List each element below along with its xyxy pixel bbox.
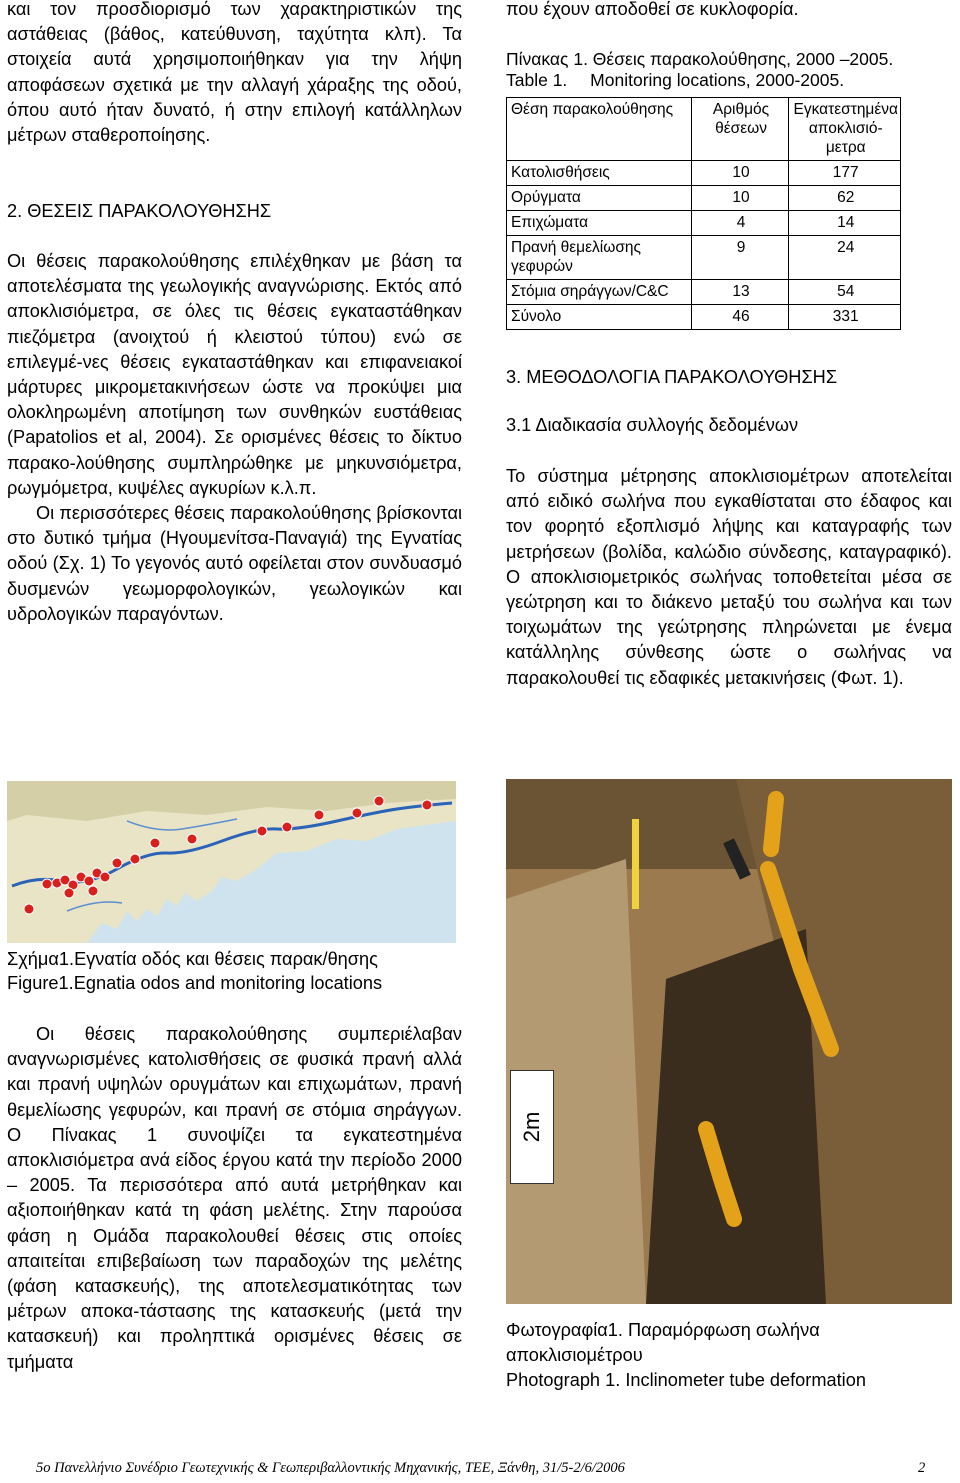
table-cell-count: 10	[691, 161, 789, 186]
table-header-installed: Εγκατεστημένα αποκλισιό-μετρα	[789, 98, 901, 161]
left-column	[7, 0, 462, 148]
section-2-paragraph-3: Οι θέσεις παρακολούθησης συμπεριέλαβαν αναγνωρισμένες κατολισθήσεις σε φυσικά πρανή αλλά και πρανή υψηλών ορυγμάτων και επιχωμάτων, πρανή θεμελίωσης γεφυρών, και πρανή σε στόμια σηράγγων. Ο Πίνακας 1 συνοψίζει τα εγκατεστημένα αποκλισιόμετρα ανά είδος έργου κατά την περίοδο 2000 – 2005. Τα περισσότερα από αυτά μετρήθηκαν και αξιοποιήθηκαν κατά τη φάση μελέτης. Στην παρούσα φάση η Ομάδα παρακολουθεί θέσεις στις οποίες απαιτείται επιβεβαίωση των παραδοχών της μελέτης (φάση κατασκευής), της αποτελεσματικότητας των μέτρων αποκα-τάστασης της κατασκευής (μετά την κατασκευή) και προληπτικά ορισμένες θέσεις σε τμήματα	[7, 1024, 462, 1372]
monitoring-locations-table	[506, 97, 901, 330]
table-cell-site: Πρανή θεμελίωσης γεφυρών	[507, 236, 692, 280]
table-header-count: Αριθμός θέσεων	[691, 98, 789, 161]
table-cell-installed: 54	[789, 280, 901, 305]
inclinometer-photo	[506, 779, 952, 1304]
figure-caption-greek: Σχήμα1.Εγνατία οδός και θέσεις παρακ/θησης	[7, 949, 378, 969]
marker	[64, 888, 74, 898]
figure-caption-english: Figure1.Egnatia odos and monitoring locations	[7, 973, 383, 993]
section-3-1-paragraph: Το σύστημα μέτρησης αποκλισιομέτρων αποτελείται από ειδικό σωλήνα που εγκαθίσταται στο έδαφος και τον φορητό εξοπλισμό λήψης και καταγραφής των μετρήσεων (βολίδα, καλώδιο σύνδεσης, καταγραφικό). Ο αποκλισιομετρικός σωλήνας τοποθετείται μέσα σε γεώτρηση και το διάκενο μεταξύ του σωλήνα και των τοιχωμάτων της γεώτρησης πληρώνεται με ένεμα κατάλληλης σύνθεσης ώστε ο σωλήνας να παρακολουθεί τις εδαφικές μετακινήσεις (Φωτ. 1).	[506, 466, 952, 688]
table-header-site: Θέση παρακολούθησης	[507, 98, 692, 161]
marker	[352, 808, 362, 818]
footer-conference-text: 5ο Πανελλήνιο Συνέδριο Γεωτεχνικής & Γεωπεριβαλλοντικής Μηχανικής, ΤΕΕ, Ξάνθη, 31/5-2/6/2006	[36, 1460, 625, 1476]
table-caption-english	[506, 70, 893, 91]
marker	[88, 886, 98, 896]
table-caption	[506, 49, 893, 91]
table-cell-site: Κατολισθήσεις	[507, 161, 692, 186]
photo-caption-greek-1: Φωτογραφία1. Παραμόρφωση σωλήνα	[506, 1320, 820, 1340]
table-cell-site: Επιχώματα	[507, 211, 692, 236]
table-cell-installed: 14	[789, 211, 901, 236]
table-cell-count: 9	[691, 236, 789, 280]
section-2-heading: 2. ΘΕΣΕΙΣ ΠΑΡΑΚΟΛΟΥΘΗΣΗΣ	[7, 201, 272, 221]
table-cell-installed: 331	[789, 305, 901, 330]
egnatia-map-figure	[7, 781, 456, 943]
section-3-1-heading: 3.1 Διαδικασία συλλογής δεδομένων	[506, 415, 799, 435]
table-cell-count: 46	[691, 305, 789, 330]
table-cell-site: Σύνολο	[507, 305, 692, 330]
table-row	[507, 161, 901, 186]
photo-yellow-marker-post	[632, 819, 639, 909]
table-row	[507, 211, 901, 236]
table-caption-greek: Πίνακας 1. Θέσεις παρακολούθησης, 2000 –2005.	[506, 49, 894, 69]
table-cell-installed: 177	[789, 161, 901, 186]
table-cell-site: Ορύγματα	[507, 186, 692, 211]
table-caption-english-label: Table 1.	[506, 70, 568, 90]
right-column-continuation: που έχουν αποδοθεί σε κυκλοφορία.	[506, 0, 799, 19]
section-2-paragraph-1: Οι θέσεις παρακολούθησης επιλέχθηκαν με βάση τα αποτελέσματα της γεωλογικής αναγνώρισης. Εκτός από αποκλισιόμετρα, σε όλες τις θέσεις εγκαταστάθηκαν πιεζόμετρα (ανοιχτού ή κλειστού τύπου) ενώ σε επιλεγμέ-νες θέσεις εγκαταστάθηκαν και επιφανειακοί μάρτυρες μικρομετακινήσεων ώστε να προκύψει μια ολοκληρωμένη αποτίμηση των συνθηκών ευστάθειας (Papatolios et al, 2004). Σε ορισμένες θέσεις το δίκτυο παρακο-λούθησης συμπληρώθηκε με μηκυνσιόμετρα, ρωγμόμετρα, κυψέλες αγκυρίων κ.λ.π.	[7, 251, 462, 498]
marker	[150, 838, 160, 848]
table-row-total	[507, 305, 901, 330]
table-cell-installed: 62	[789, 186, 901, 211]
photo-scale-label	[510, 1070, 554, 1184]
section-2-body-continued	[7, 1022, 462, 1375]
section-3-1-body	[506, 464, 952, 691]
marker	[100, 872, 110, 882]
section-3-heading: 3. ΜΕΘΟΔΟΛΟΓΙΑ ΠΑΡΑΚΟΛΟΥΘΗΣΗΣ	[506, 367, 838, 387]
table-cell-site: Στόμια σηράγγων/C&C	[507, 280, 692, 305]
photo-caption-english: Photograph 1. Inclinometer tube deformation	[506, 1370, 866, 1390]
table-header-row	[507, 98, 901, 161]
marker	[42, 879, 52, 889]
photo-caption-greek-2: αποκλισιομέτρου	[506, 1345, 643, 1365]
section-2-paragraph-2: Οι περισσότερες θέσεις παρακολούθησης βρίσκονται στο δυτικό τμήμα (Ηγουμενίτσα-Παναγιά) της Εγνατίας οδού (Σχ. 1) Το γεγονός αυτό οφείλεται στον συνδυασμό δυσμενών γεωμορφολογικών, γεωλογικών και υδρολογικών παραγόντων.	[7, 503, 462, 624]
intro-paragraph: και τον προσδιορισμό των χαρακτηριστικών της αστάθειας (βάθος, κατεύθυνση, ταχύτητα κλπ). Τα στοιχεία αυτά χρησιμοποιήθηκαν για την λήψη αποφάσεων σχετικά με την αλλαγή χάραξης της οδού, όπου αυτό ήταν δυνατό, ή στην επιλογή κατάλληλων μέτρων σταθεροποίησης.	[7, 0, 462, 146]
map-image	[7, 781, 456, 943]
marker	[257, 826, 267, 836]
tube-segment	[771, 799, 776, 849]
table-row	[507, 186, 901, 211]
table-cell-count: 13	[691, 280, 789, 305]
marker	[187, 834, 197, 844]
photo-image	[506, 779, 952, 1304]
figure-caption	[7, 947, 382, 995]
photo-caption	[506, 1318, 866, 1393]
table-row	[507, 280, 901, 305]
photo-scale-text: 2m	[519, 1111, 544, 1143]
marker	[130, 854, 140, 864]
marker	[24, 904, 34, 914]
table-cell-installed: 24	[789, 236, 901, 280]
marker	[374, 796, 384, 806]
table-cell-count: 10	[691, 186, 789, 211]
marker	[314, 810, 324, 820]
marker	[112, 858, 122, 868]
footer-page-number: 2	[918, 1460, 926, 1476]
table-cell-count: 4	[691, 211, 789, 236]
table-caption-english-text: Monitoring locations, 2000-2005.	[590, 70, 845, 90]
marker	[282, 822, 292, 832]
table-row	[507, 236, 901, 280]
marker	[84, 876, 94, 886]
marker	[422, 800, 432, 810]
section-2-body	[7, 249, 462, 627]
